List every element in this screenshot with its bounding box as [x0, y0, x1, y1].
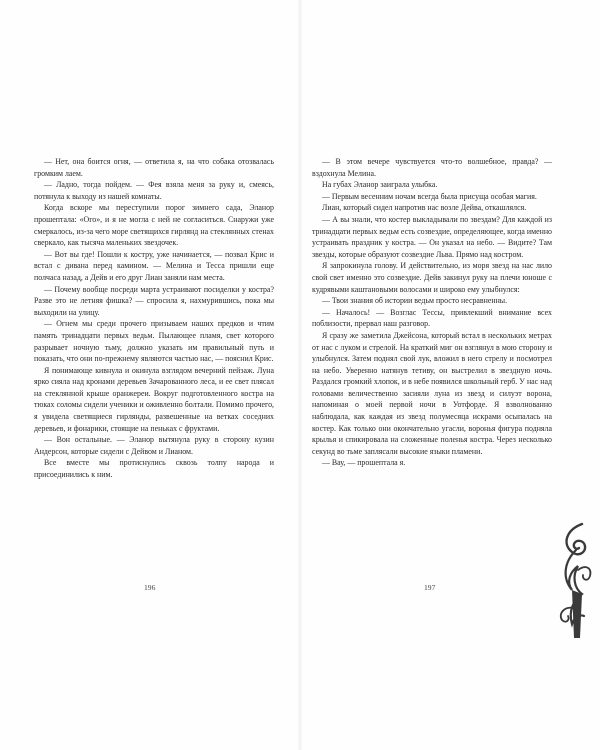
paragraph: — А вы знали, что костер выкладывали по звездам? Для каждой из тринадцати первых ведьм есть созвездие, определяющее, когда именно устраивать праздник у костра. — Он указал на небо. — Видите? Там звезды, которые образуют созвездие Льва. Прямо над костром. [312, 214, 552, 259]
paragraph: Я понимающе кивнула и окинула взглядом вечерний пейзаж. Луна ярко сияла над кронами деревьев Зачарованного леса, и ее свет плясал на стеклянной крыше оранжереи. Вокруг подготовленного костра на тюках соломы сидели ученики и оживленно болтали. Помимо прочего, я увидела светящиеся гирлянды, развешенные на ветках соседних деревьев, и фонарики, стоящие на пеньках с фруктами. [34, 365, 274, 433]
page-number-left: 196 [144, 583, 156, 592]
paragraph: — В этом вечере чувствуется что-то волшебное, правда? — вздохнула Мелина. [312, 157, 552, 178]
left-page-text [34, 156, 274, 481]
decorative-flourish-icon [552, 520, 596, 640]
paragraph: — Почему вообще посреди марта устраивают посиделки у костра? Разве это не летняя фишка? — спросила я, нахмурившись, пока мы выходили на улицу. [34, 284, 274, 317]
paragraph: На губах Эланор заиграла улыбка. [322, 180, 438, 190]
paragraph: Лиан, который сидел напротив нас возле Дейва, откашлялся. [322, 203, 527, 213]
paragraph: — Ладно, тогда пойдем. — Фея взяла меня за руку и, смеясь, потянула к выходу из нашей комнаты. [34, 180, 274, 201]
paragraph: — Вау, — прошептала я. [322, 458, 406, 468]
paragraph: — Твои знания об истории ведьм просто несравненны. [322, 296, 508, 306]
gutter-shadow [297, 0, 303, 750]
paragraph: — Вон остальные. — Эланор вытянула руку в сторону кузин Андерсон, которые сидели с Дейвом и Лианом. [34, 435, 274, 456]
paragraph: — Первым весенним ночам всегда была присуща особая магия. [322, 191, 537, 201]
paragraph: Когда вскоре мы переступили порог зимнего сада, Эланор прошептала: «Ого», и я не могла с ней не согласиться. Снаружи уже смеркалось, из-за чего море светящихся гирлянд на стеклянных стенах сверкало, как тысяча маленьких звездочек. [34, 203, 274, 248]
paragraph: Я запрокинула голову. И действительно, из моря звезд на нас лило свой свет именно это созвездие. Дейв закинул руку на плечи юноше с кудрявыми каштановыми волосами и широко ему улыбнулся: [312, 261, 552, 294]
paragraph: — Нет, она боится огня, — ответила я, на что собака отозвалась громким лаем. [34, 157, 274, 178]
paragraph: — Огнем мы среди прочего призываем наших предков и чтим память тринадцати первых ведьм. Пылающее пламя, свет которого разрывает ночную тьму, должно указать им правильный путь и показать, что они по-прежнему являются частью нас, — пояснил Крис. [34, 319, 274, 364]
page-number-right: 197 [424, 583, 436, 592]
paragraph: — Вот вы где! Пошли к костру, уже начинается, — позвал Крис и встал с дивана перед камином. — Мелина и Тесса пришли еще полчаса назад, а Дейв и его друг Лиан заняли нам места. [34, 249, 274, 282]
paragraph: — Началось! — Возглас Тессы, привлекший внимание всех поблизости, прервал наш разговор. [312, 307, 552, 329]
right-page-text [312, 156, 552, 469]
paragraph: Я сразу же заметила Джейсона, который встал в нескольких метрах от нас с луком и стрелой. На краткий миг он взглянул в мою сторону и улыбнулся. Затем поднял свой лук, вложил в него стрелу и посмотрел на небо. Уверенно натянув тетиву, он выстрелил в звездную ночь. Раздался громкий хлопок, и в небе появился школьный герб. У нас над головами величественно засияли луна из звезд и силуэт ворона, напоминая о моей первой ночи в Уотфорде. Я взволнованно наблюдала, как каждая из звезд полумесяца искрами осыпалась на костер. Как только они окончательно угасли, воронья фигура подняла крылья и спикировала на сложенные поленья костра. Через несколько секунд во тьме заплясали высокие языки пламени. [312, 330, 552, 456]
paragraph: Все вместе мы протиснулись сквозь толпу народа и присоединились к ним. [34, 458, 274, 480]
